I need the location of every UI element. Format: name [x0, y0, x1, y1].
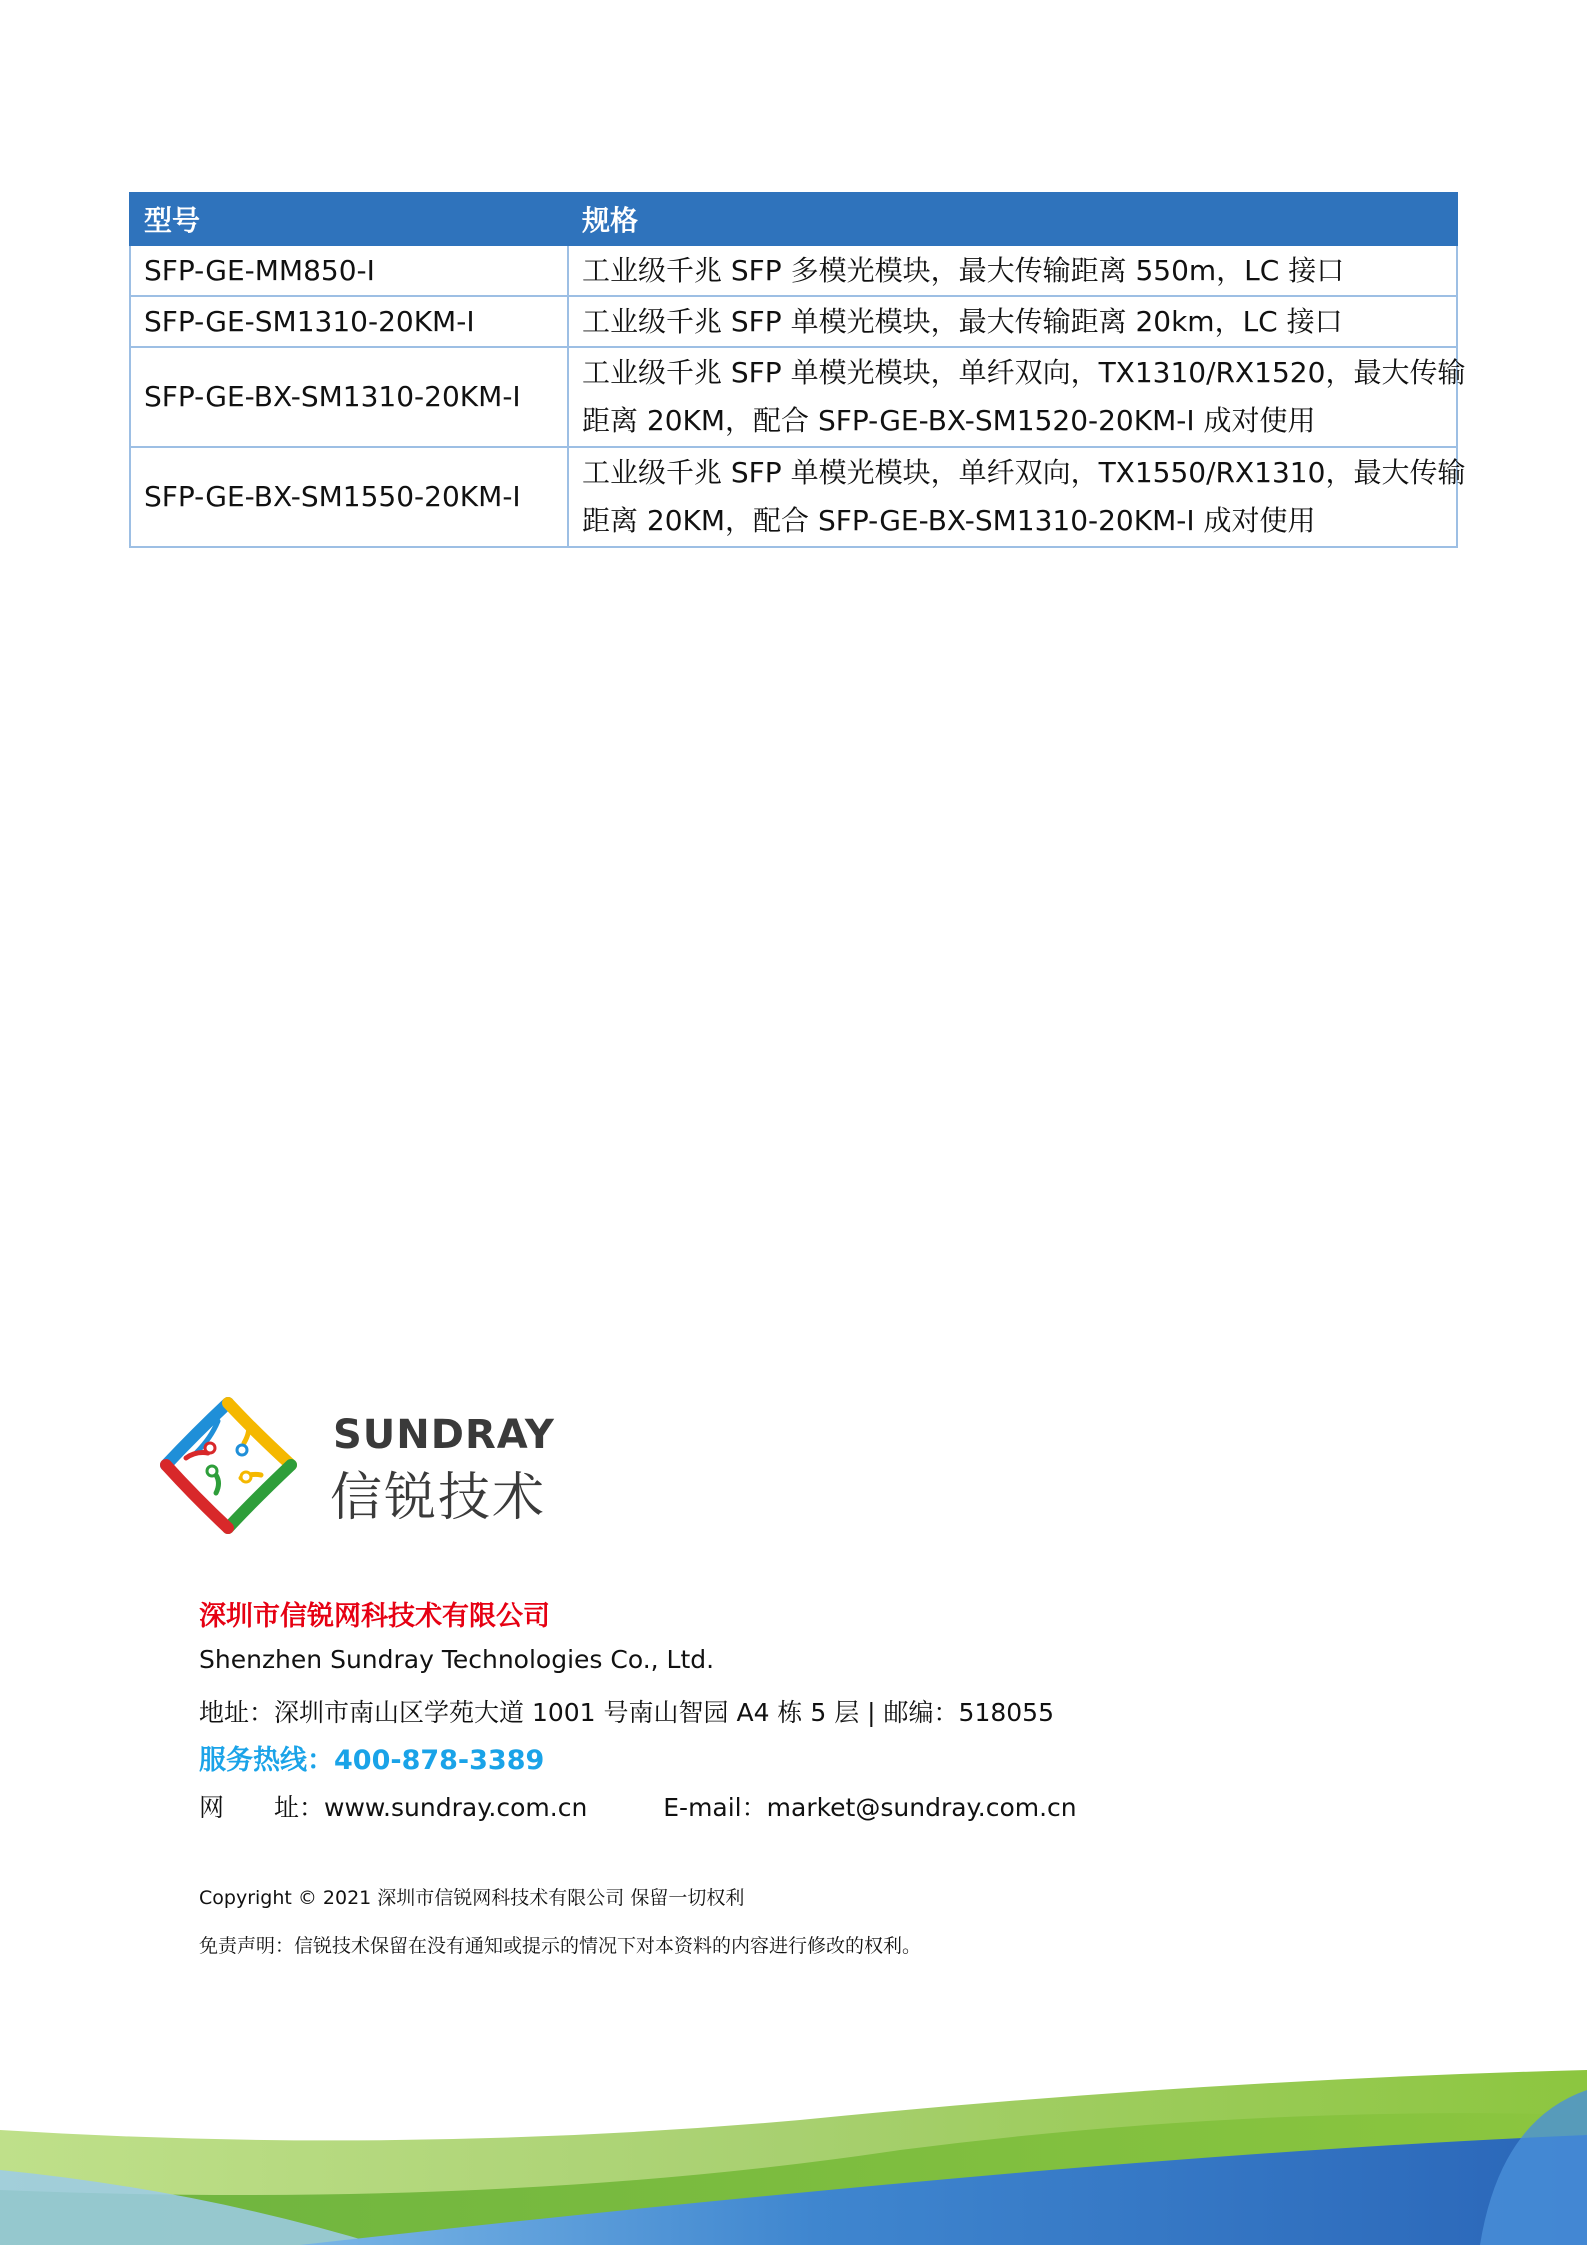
- spec-cell: [568, 296, 1457, 347]
- brand-name-cn: 信锐技术: [330, 1468, 547, 1528]
- spec-line: 工业级千兆 SFP 单模光模块，最大传输距离 20km，LC 接口: [582, 304, 1343, 338]
- spec-line: 工业级千兆 SFP 单模光模块，单纤双向，TX1550/RX1310，最大传输: [582, 456, 1466, 489]
- spec-cell: [568, 245, 1457, 296]
- table-row: [130, 447, 1457, 547]
- email-label: E-mail：: [663, 1793, 767, 1822]
- service-hotline: 服务热线：400-878-3389: [199, 1745, 545, 1776]
- model-cell: SFP-GE-BX-SM1550-20KM-I: [130, 447, 568, 547]
- email-link[interactable]: market@sundray.com.cn: [766, 1793, 1077, 1822]
- table-header-row: [130, 193, 1457, 245]
- table-row: [130, 296, 1457, 347]
- table-row: [130, 245, 1457, 296]
- spec-line: 工业级千兆 SFP 多模光模块，最大传输距离 550m，LC 接口: [582, 253, 1345, 287]
- model-cell: SFP-GE-SM1310-20KM-I: [130, 296, 568, 347]
- footer-wave-graphic: [0, 2060, 1587, 2245]
- spec-cell: [568, 347, 1466, 447]
- header-model: 型号: [130, 193, 568, 245]
- spec-line: 距离 20KM，配合 SFP-GE-BX-SM1310-20KM-I 成对使用: [582, 504, 1316, 537]
- brand-name-en: SUNDRAY: [333, 1412, 555, 1458]
- website-label: 网 址：: [199, 1793, 325, 1822]
- model-cell: SFP-GE-MM850-I: [130, 245, 568, 296]
- header-spec: 规格: [568, 193, 1457, 245]
- spec-line: 距离 20KM，配合 SFP-GE-BX-SM1520-20KM-I 成对使用: [582, 404, 1316, 437]
- table-row: [130, 347, 1457, 447]
- company-address: 地址：深圳市南山区学苑大道 1001 号南山智园 A4 栋 5 层 | 邮编：518055: [199, 1698, 1054, 1727]
- website-link[interactable]: www.sundray.com.cn: [324, 1793, 588, 1822]
- spec-line: 工业级千兆 SFP 单模光模块，单纤双向，TX1310/RX1520，最大传输: [582, 356, 1466, 389]
- copyright-text: Copyright © 2021 深圳市信锐网科技术有限公司 保留一切权利: [199, 1887, 745, 1909]
- spec-table: [129, 192, 1466, 548]
- disclaimer-text: 免责声明：信锐技术保留在没有通知或提示的情况下对本资料的内容进行修改的权利。: [199, 1935, 922, 1957]
- company-name-en: Shenzhen Sundray Technologies Co., Ltd.: [199, 1645, 715, 1674]
- web-email-line: [199, 1788, 1077, 1824]
- company-name-cn: 深圳市信锐网科技术有限公司: [199, 1601, 550, 1632]
- model-cell: SFP-GE-BX-SM1310-20KM-I: [130, 347, 568, 447]
- spec-cell: [568, 447, 1466, 547]
- sundray-logo-icon: [156, 1393, 301, 1538]
